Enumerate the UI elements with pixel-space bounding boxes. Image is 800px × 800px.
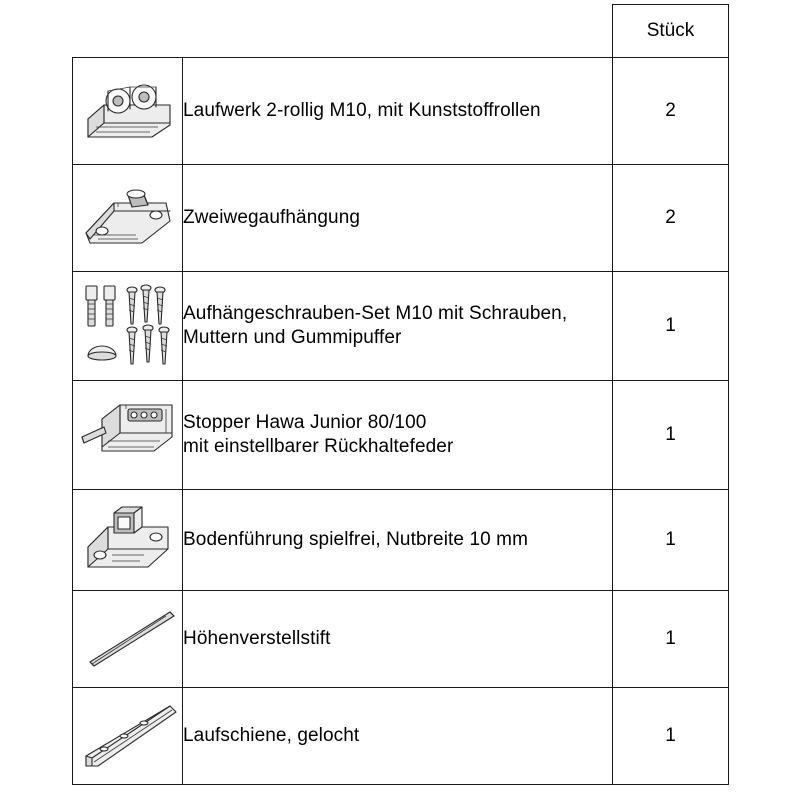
stopper-icon bbox=[73, 381, 183, 490]
row-quantity: 1 bbox=[613, 381, 729, 490]
height-adjustment-pin-icon bbox=[78, 604, 178, 674]
description-text: Zweiwegaufhängung bbox=[183, 207, 361, 229]
row-quantity: 2 bbox=[613, 58, 729, 165]
running-track-icon bbox=[73, 688, 183, 785]
two-way-suspension-icon bbox=[78, 181, 178, 255]
table-header-row bbox=[73, 5, 729, 58]
height-adjustment-pin-icon bbox=[73, 591, 183, 688]
row-description bbox=[183, 272, 613, 381]
row-description bbox=[183, 490, 613, 591]
row-quantity: 1 bbox=[613, 272, 729, 381]
row-quantity: 2 bbox=[613, 165, 729, 272]
description-text-line2: Muttern und Gummipuffer bbox=[183, 327, 402, 348]
row-description bbox=[183, 165, 613, 272]
table-row bbox=[73, 165, 729, 272]
running-track-icon bbox=[78, 700, 178, 772]
table-row bbox=[73, 272, 729, 381]
description-text: Laufwerk 2-rollig M10, mit Kunststoffrollen bbox=[183, 100, 541, 122]
description-text: Bodenführung spielfrei, Nutbreite 10 mm bbox=[183, 529, 529, 551]
header-quantity-cell: Stück bbox=[613, 5, 729, 58]
row-description bbox=[183, 58, 613, 165]
row-quantity: 1 bbox=[613, 688, 729, 785]
table-row bbox=[73, 591, 729, 688]
table-row bbox=[73, 490, 729, 591]
header-description-cell bbox=[183, 5, 613, 58]
description-text: Stopper Hawa Junior 80/100 bbox=[183, 412, 427, 434]
screw-set-icon bbox=[76, 280, 180, 372]
description-text: Aufhängeschrauben-Set M10 mit Schrauben, bbox=[183, 303, 568, 325]
floor-guide-icon bbox=[78, 503, 178, 577]
row-description bbox=[183, 688, 613, 785]
floor-guide-icon bbox=[73, 490, 183, 591]
roller-carriage-icon bbox=[73, 58, 183, 165]
row-quantity: 1 bbox=[613, 591, 729, 688]
table-row bbox=[73, 688, 729, 785]
table-row bbox=[73, 58, 729, 165]
roller-carriage-icon bbox=[78, 75, 178, 147]
row-quantity: 1 bbox=[613, 490, 729, 591]
description-text: Laufschiene, gelocht bbox=[183, 725, 360, 747]
parts-table bbox=[72, 4, 729, 785]
row-description bbox=[183, 591, 613, 688]
description-text: Höhenverstellstift bbox=[183, 628, 331, 650]
header-image-cell bbox=[73, 5, 183, 58]
two-way-suspension-icon bbox=[73, 165, 183, 272]
screw-set-icon bbox=[73, 272, 183, 381]
table-row bbox=[73, 381, 729, 490]
stopper-icon bbox=[76, 393, 180, 477]
description-text-line2: mit einstellbarer Rückhaltefeder bbox=[183, 436, 454, 457]
row-description bbox=[183, 381, 613, 490]
